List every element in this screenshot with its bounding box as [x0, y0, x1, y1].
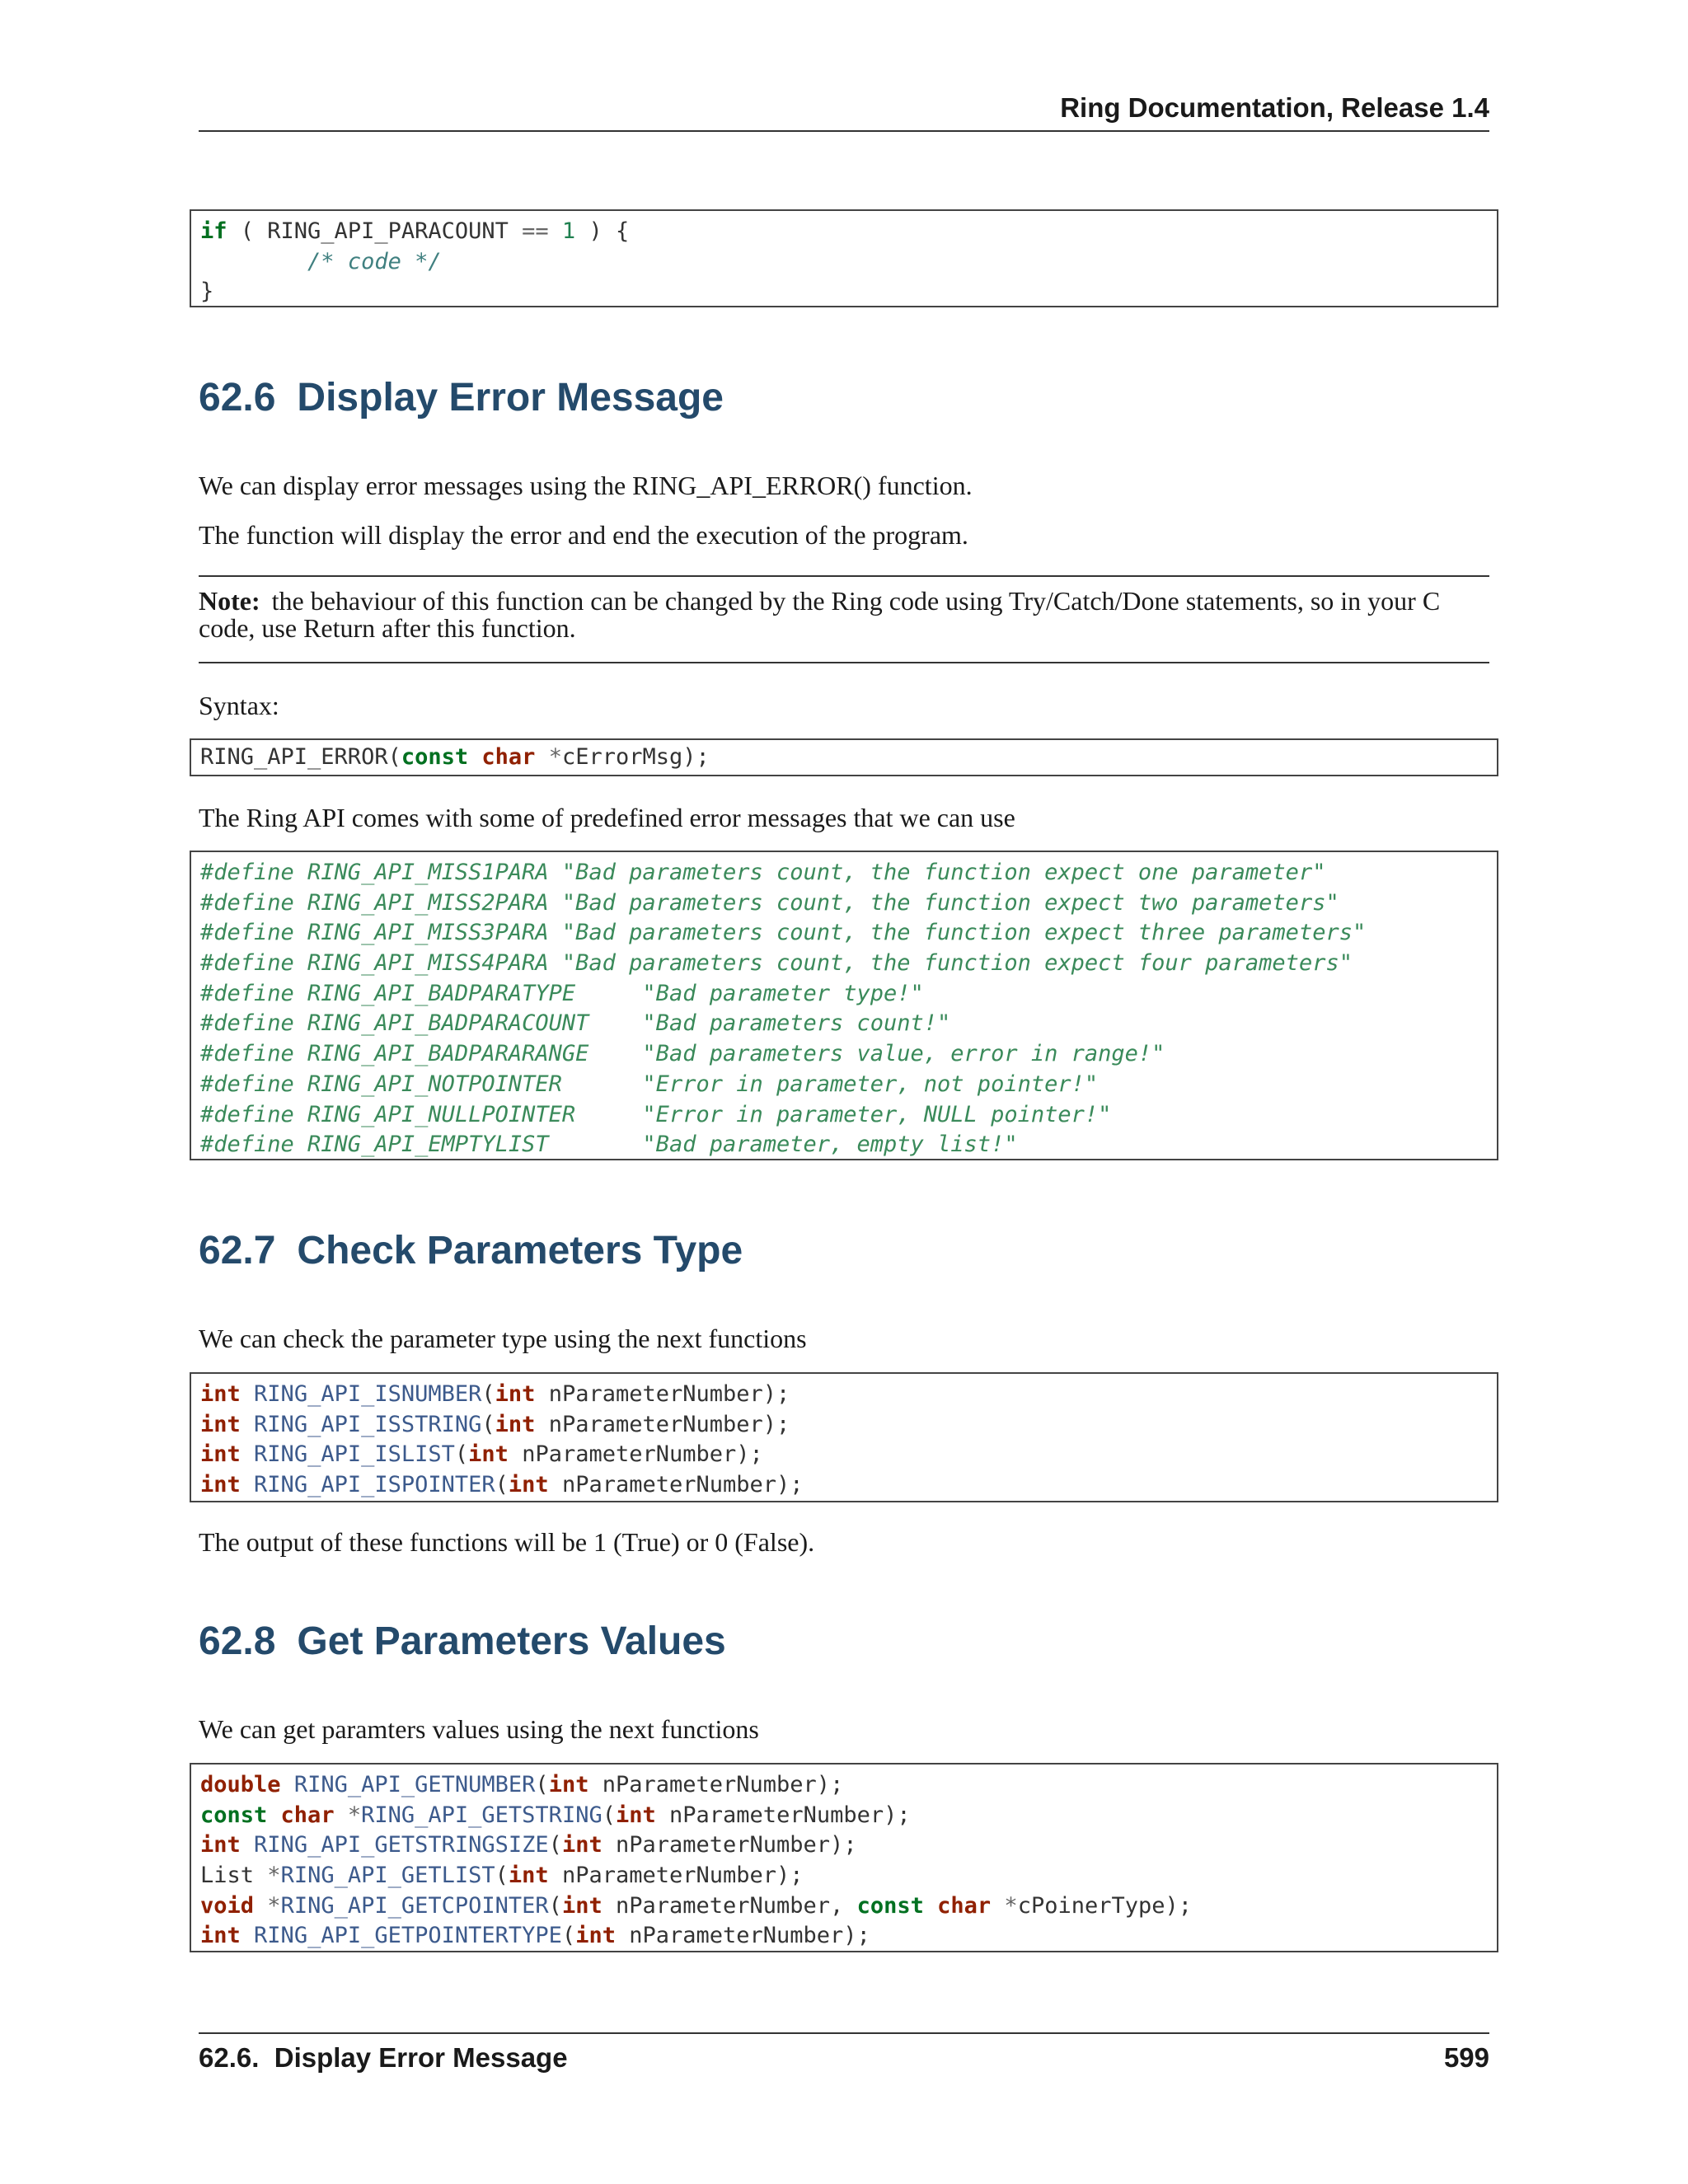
note-admonition: [199, 588, 1489, 642]
section-heading-62-8: 62.8 Get Parameters Values: [199, 1619, 726, 1663]
code-line: int RING_API_ISNUMBER(int nParameterNumber);: [200, 1381, 790, 1407]
note-top-rule: [199, 575, 1489, 577]
note-text: the behaviour of this function can be changed by the Ring code using Try/Catch/Done statements, so in your C code, use Return after this function.: [199, 586, 1441, 643]
paragraph: The output of these functions will be 1 (True) or 0 (False).: [199, 1527, 815, 1557]
define-line: #define RING_API_MISS1PARA "Bad parameters count, the function expect one parameter": [200, 860, 1326, 885]
paragraph: The Ring API comes with some of predefined error messages that we can use: [199, 803, 1015, 832]
code-line: int RING_API_GETPOINTERTYPE(int nParameterNumber);: [200, 1923, 870, 1949]
code-line: /* code */: [307, 248, 442, 274]
code-line: RING_API_ERROR(const char *cErrorMsg);: [200, 744, 710, 770]
define-line: #define RING_API_MISS2PARA "Bad parameters count, the function expect two parameters": [200, 889, 1339, 916]
define-line: #define RING_API_EMPTYLIST "Bad parameter, empty list!": [200, 1132, 1018, 1158]
code-line: void *RING_API_GETCPOINTER(int nParameterNumber, const char *cPoinerType);: [200, 1892, 1193, 1919]
paragraph: The function will display the error and end the execution of the program.: [199, 520, 968, 550]
code-line: int RING_API_ISSTRING(int nParameterNumber);: [200, 1411, 790, 1437]
paragraph: We can get paramters values using the next functions: [199, 1714, 759, 1744]
paragraph: We can check the parameter type using the next functions: [199, 1324, 807, 1353]
page-number: 599: [1443, 2042, 1489, 2073]
define-line: #define RING_API_MISS4PARA "Bad parameters count, the function expect four parameters": [200, 950, 1353, 977]
code-block-check-type: [190, 1372, 1498, 1502]
footer-rule: [199, 2032, 1489, 2034]
define-line: #define RING_API_MISS3PARA "Bad parameters count, the function expect three parameters": [200, 920, 1367, 946]
code-block-get-values: [190, 1763, 1498, 1952]
code-line: if ( RING_API_PARACOUNT == 1 ) {: [200, 218, 630, 244]
header-rule: [199, 130, 1489, 132]
code-line: int RING_API_ISPOINTER(int nParameterNumber);: [200, 1472, 804, 1498]
running-header-title: Ring Documentation, Release 1.4: [1060, 92, 1489, 123]
paragraph: We can display error messages using the RING_API_ERROR() function.: [199, 471, 973, 500]
define-line: #define RING_API_NOTPOINTER "Error in parameter, not pointer!": [200, 1071, 1099, 1097]
code-line: double RING_API_GETNUMBER(int nParameterNumber);: [200, 1772, 844, 1797]
code-line: int RING_API_ISLIST(int nParameterNumber);: [200, 1441, 763, 1468]
code-block-syntax: [190, 738, 1498, 776]
note-label: Note:: [199, 586, 260, 616]
code-block-defines: [190, 851, 1498, 1160]
note-bottom-rule: [199, 662, 1489, 663]
define-line: #define RING_API_BADPARATYPE "Bad parameter type!": [200, 980, 924, 1006]
syntax-label: Syntax:: [199, 691, 279, 720]
code-line: }: [200, 279, 214, 305]
code-block-paracount: [190, 209, 1498, 307]
define-line: #define RING_API_BADPARARANGE "Bad parameters value, error in range!": [200, 1041, 1165, 1067]
define-line: #define RING_API_BADPARACOUNT "Bad parameters count!": [200, 1010, 951, 1037]
footer-section-title: 62.6. Display Error Message: [199, 2042, 568, 2073]
section-heading-62-7: 62.7 Check Parameters Type: [199, 1229, 743, 1272]
section-heading-62-6: 62.6 Display Error Message: [199, 376, 724, 419]
code-line: int RING_API_GETSTRINGSIZE(int nParameterNumber);: [200, 1832, 857, 1858]
define-line: #define RING_API_NULLPOINTER "Error in parameter, NULL pointer!": [200, 1101, 1112, 1127]
document-page: [199, 0, 1489, 2184]
code-line: const char *RING_API_GETSTRING(int nParameterNumber);: [200, 1802, 911, 1828]
code-line: List *RING_API_GETLIST(int nParameterNumber);: [200, 1863, 804, 1889]
